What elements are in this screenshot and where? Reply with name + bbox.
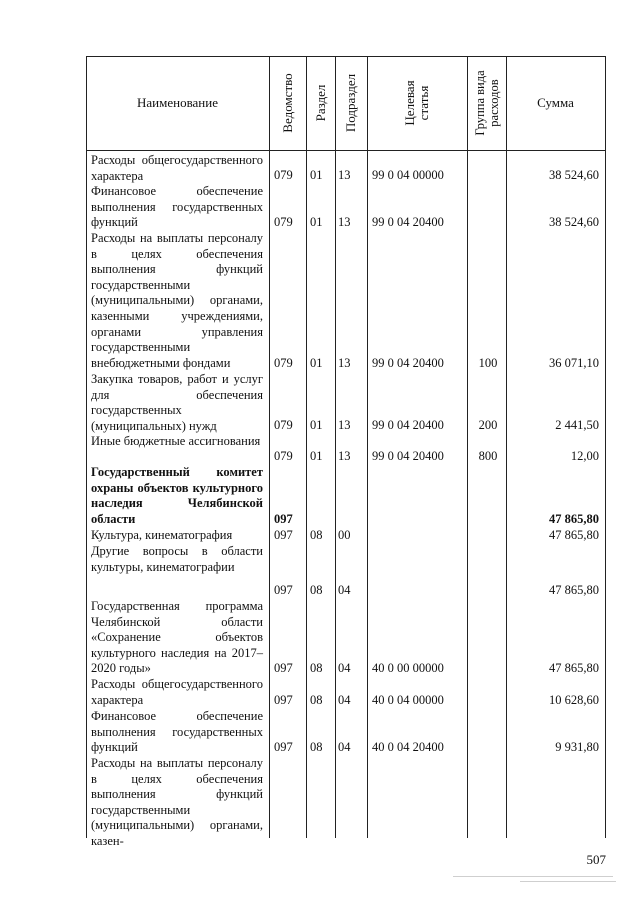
row-section: 08 [310,693,323,708]
table-row [86,434,606,465]
row-group: 200 [478,418,498,433]
scan-artifact [520,881,616,882]
row-dept: 097 [274,528,293,543]
row-sum: 47 865,80 [549,528,599,543]
row-target: 99 0 04 20400 [372,449,444,464]
row-name: Расходы общегосударственного характера [91,677,263,707]
row-sum: 9 931,80 [555,740,599,755]
row-dept: 079 [274,356,293,371]
row-section: 08 [310,583,323,598]
table-row [86,709,606,756]
header-target [367,56,467,150]
row-name: Другие вопросы в области культуры, кинематографии [91,544,263,574]
row-name: Расходы общегосударственного характера [91,153,263,183]
table-row [86,528,606,544]
row-sum: 10 628,60 [549,693,599,708]
row-subsection: 13 [338,418,351,433]
row-sum: 38 524,60 [549,215,599,230]
row-target: 40 0 04 20400 [372,740,444,755]
row-name: Культура, кинематография [91,528,233,542]
row-section: 01 [310,215,323,230]
row-dept: 079 [274,418,293,433]
header-sum [506,56,605,150]
row-section: 01 [310,418,323,433]
header-sum-text: Сумма [537,95,574,110]
budget-table [86,56,606,848]
row-dept: 079 [274,449,293,464]
table-row [86,756,606,848]
row-group: 800 [478,449,498,464]
table-row [86,465,606,528]
row-group: 100 [478,356,498,371]
row-dept: 079 [274,215,293,230]
row-name: Государственная программа Челябинской области «Сохранение объектов культурного наследия на 2017–2020 годы» [91,599,263,676]
row-subsection: 04 [338,740,351,755]
scan-artifact [453,876,613,877]
row-section: 01 [310,449,323,464]
row-target: 99 0 04 20400 [372,215,444,230]
row-dept: 097 [274,693,293,708]
header-subsection [335,56,367,150]
header-section-text: Раздел [312,84,328,122]
row-name: Финансовое обеспечение выполнения государственных функций [91,709,263,755]
header-section [306,56,335,150]
row-dept: 097 [274,661,293,676]
row-subsection: 00 [338,528,351,543]
row-section: 08 [310,661,323,676]
row-sum: 36 071,10 [549,356,599,371]
row-name: Финансовое обеспечение выполнения государственных функций [91,184,263,230]
row-section: 08 [310,740,323,755]
row-sum: 47 865,80 [549,512,599,527]
row-dept: 079 [274,168,293,183]
row-target: 99 0 04 20400 [372,356,444,371]
row-name: Расходы на выплаты персоналу в целях обеспечения выполнения функций государственными (муниципальными) органами, казенными учреждениями, органами управления государственными внебюджетными фондами [91,231,263,370]
row-target: 40 0 04 00000 [372,693,444,708]
header-name-text: Наименование [137,95,218,110]
row-name: Расходы на выплаты персоналу в целях обеспечения выполнения функций государственными (муниципальными) органами, казен- [91,756,263,848]
table-row [86,544,606,599]
header-group [467,56,506,150]
header-subsection-text: Подраздел [343,73,358,133]
table-row [86,153,606,184]
row-sum: 47 865,80 [549,583,599,598]
table-row [86,184,606,231]
header-target-text: Целевая статья [402,80,431,126]
row-name: Иные бюджетные ассигнования [91,434,261,448]
row-subsection: 13 [338,356,351,371]
row-name: Закупка товаров, работ и услуг для обеспечения государственных (муниципальных) нужд [91,372,263,433]
row-name: Государственный комитет охраны объектов культурного наследия Челябинской области [91,465,263,526]
row-subsection: 13 [338,449,351,464]
table-row [86,599,606,677]
page-number: 507 [586,852,606,867]
row-sum: 12,00 [570,449,599,464]
header-bottom-border [86,150,606,151]
row-subsection: 04 [338,693,351,708]
row-sum: 38 524,60 [549,168,599,183]
row-subsection: 13 [338,215,351,230]
row-dept: 097 [274,512,293,527]
table-row [86,677,606,709]
row-target: 99 0 04 20400 [372,418,444,433]
table-row [86,372,606,434]
row-sum: 2 441,50 [555,418,599,433]
row-section: 01 [310,356,323,371]
header-group-text: Группа вида расходов [472,70,501,136]
row-subsection: 04 [338,661,351,676]
row-section: 08 [310,528,323,543]
table-row [86,231,606,372]
row-target: 99 0 04 00000 [372,168,444,183]
row-section: 01 [310,168,323,183]
header-dept-text: Ведомство [279,73,295,133]
row-target: 40 0 00 00000 [372,661,444,676]
row-subsection: 04 [338,583,351,598]
row-subsection: 13 [338,168,351,183]
row-sum: 47 865,80 [549,661,599,676]
row-dept: 097 [274,740,293,755]
header-dept [269,56,306,150]
header-name [86,56,269,150]
row-dept: 097 [274,583,293,598]
